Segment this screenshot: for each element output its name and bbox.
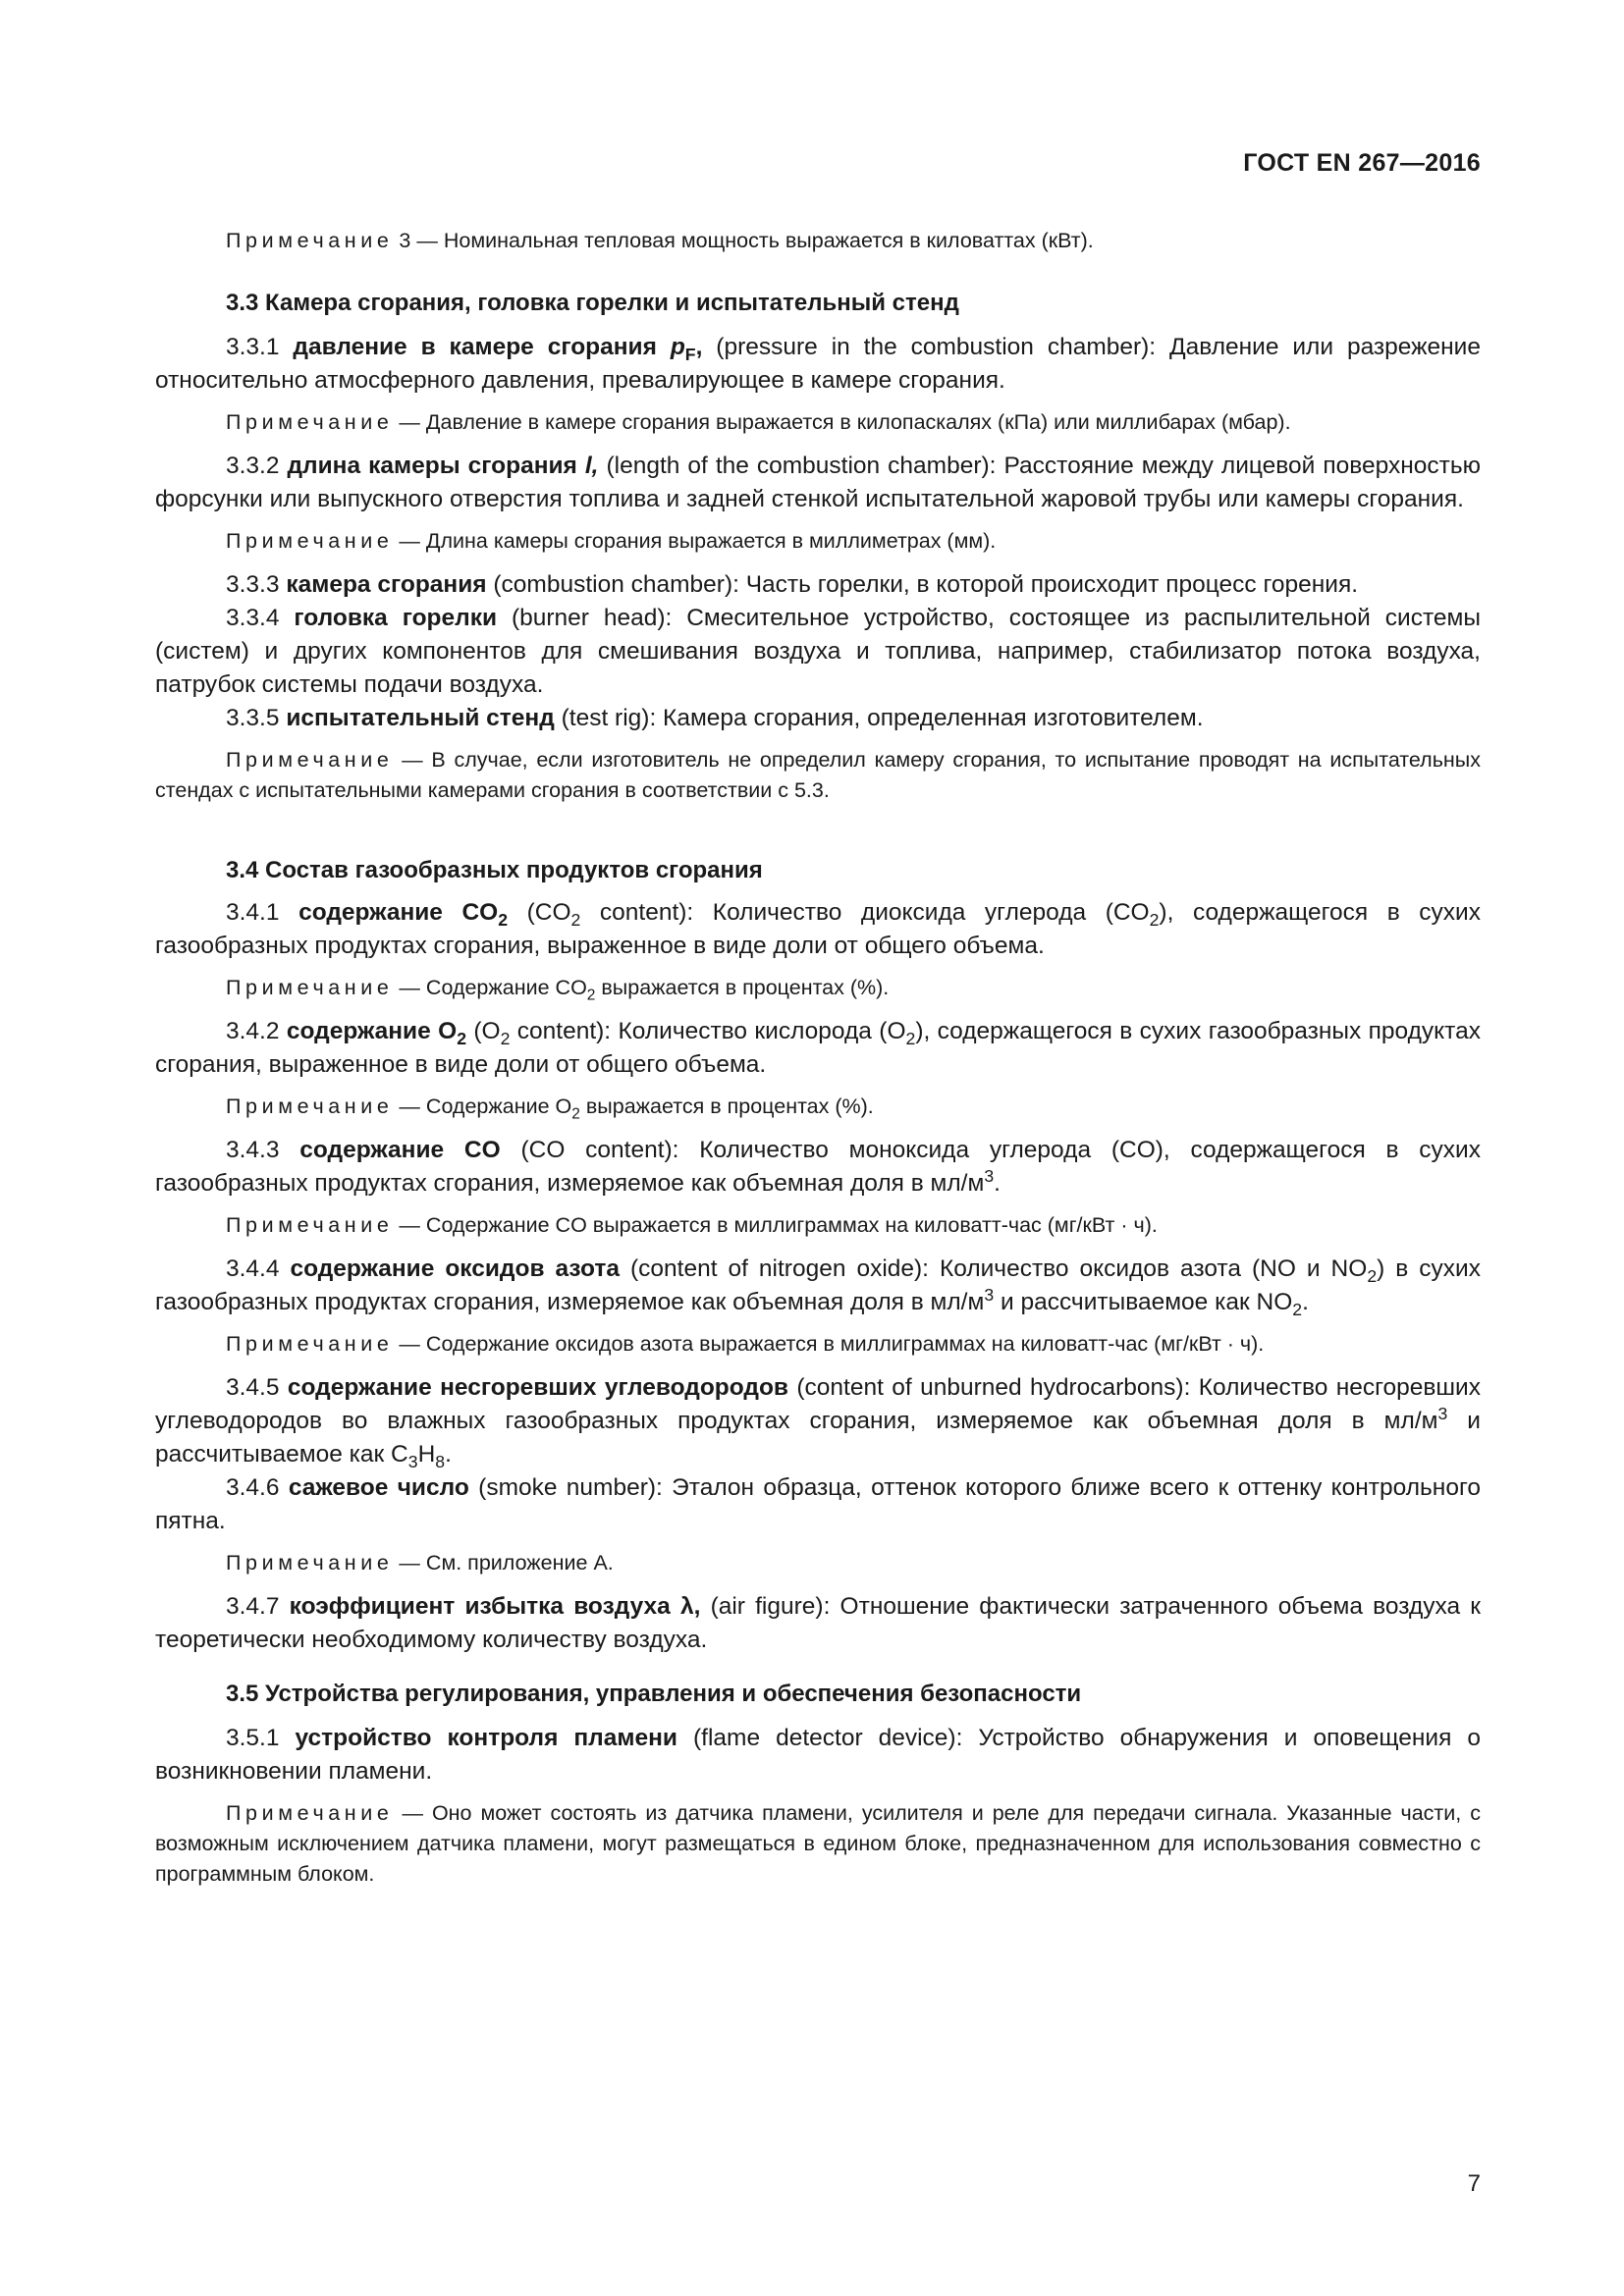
note-3-4-4: Примечание — Содержание оксидов азота выражается в миллиграммах на киловатт-час (мг/кВт · ч). bbox=[226, 1332, 1265, 1356]
note-3-4-6: Примечание — См. приложение А. bbox=[226, 1551, 614, 1575]
page-number: 7 bbox=[1467, 2170, 1481, 2197]
definition-3-3-5: 3.3.5 испытательный стенд (test rig): Камера сгорания, определенная изготовителем. bbox=[226, 705, 1204, 731]
section-heading-3-5: 3.5 Устройства регулирования, управления и обеспечения безопасности bbox=[226, 1681, 1082, 1707]
note-3: Примечание 3 — Номинальная тепловая мощность выражается в киловаттах (кВт). bbox=[226, 229, 1094, 252]
note-3-5-1: Примечание — Оно может состоять из датчика пламени, усилителя и реле для передачи сигнала. Указанные части, с возможным исключением датчика пламени, могут размещаться в едином блоке, предназначенном для использования совместно с программным блоком. bbox=[155, 1801, 1481, 1886]
note-3-4-1: Примечание — Содержание $CO_2$ выражается в процентах (%). bbox=[226, 976, 890, 1004]
definition-3-5-1: 3.5.1 устройство контроля пламени (flame detector device): Устройство обнаружения и оповещения о возникновении пламени. bbox=[155, 1725, 1481, 1785]
definition-3-3-1: 3.3.1 давление в камере сгорания $p_F$, (pressure in the combustion chamber): Давление или разрежение относительно атмосферного давления, превалирующее в камере сгорания. bbox=[155, 334, 1481, 394]
section-heading-3-4: 3.4 Состав газообразных продуктов сгорания bbox=[226, 857, 763, 883]
definition-3-4-5: 3.4.5 содержание несгоревших углеводородов (content of unburned hydrocarbons): Количество несгоревших углеводородов во влажных газообразных продуктах сгорания, измеряемое как объемная доля в $мл/м^3$ и рассчитываемое как $C_3H_8$. bbox=[155, 1374, 1481, 1472]
document-page bbox=[155, 0, 1481, 2296]
definition-3-4-6: 3.4.6 сажевое число (smoke number): Эталон образца, оттенок которого ближе всего к оттенку контрольного пятна. bbox=[155, 1474, 1481, 1534]
section-heading-3-3: 3.3 Камера сгорания, головка горелки и испытательный стенд bbox=[226, 290, 959, 316]
note-3-4-3: Примечание — Содержание CO выражается в миллиграммах на киловатт-час (мг/кВт · ч). bbox=[226, 1213, 1158, 1237]
note-3-3-5: Примечание — В случае, если изготовитель не определил камеру сгорания, то испытание проводят на испытательных стендах с испытательными камерами сгорания в соответствии с 5.3. bbox=[155, 748, 1481, 802]
definition-3-3-3: 3.3.3 камера сгорания (combustion chamber): Часть горелки, в которой происходит процесс горения. bbox=[226, 571, 1359, 598]
definition-3-4-2: 3.4.2 содержание $O_2$ ($O_2$ content): Количество кислорода $(O_2)$, содержащегося в сухих газообразных продуктах сгорания, выраженное в виде доли от общего объема. bbox=[155, 1018, 1481, 1078]
definition-3-4-1: 3.4.1 содержание $CO_2$ ($CO_2$ content): Количество диоксида углерода $(CO_2)$, содержащегося в сухих газообразных продуктах сгорания, выраженное в виде доли от общего объема. bbox=[155, 899, 1481, 959]
definition-3-4-7: 3.4.7 коэффициент избытка воздуха λ, (air figure): Отношение фактически затраченного объема воздуха к теоретически необходимому количеству воздуха. bbox=[155, 1593, 1481, 1653]
note-3-3-2: Примечание — Длина камеры сгорания выражается в миллиметрах (мм). bbox=[226, 529, 997, 553]
definition-3-3-2: 3.3.2 длина камеры сгорания l, (length of the combustion chamber): Расстояние между лицевой поверхностью форсунки или выпускного отверстия топлива и задней стенкой испытательной жаровой трубы или камеры сгорания. bbox=[155, 453, 1481, 512]
document-header: ГОСТ EN 267—2016 bbox=[1243, 149, 1481, 177]
definition-3-4-4: 3.4.4 содержание оксидов азота (content of nitrogen oxide): Количество оксидов азота (NO и $NO_2$) в сухих газообразных продуктах сгорания, измеряемое как объемная доля в $мл/м^3$ и рассчитываемое как $NO_2$. bbox=[155, 1255, 1481, 1320]
definition-3-4-3: 3.4.3 содержание CO (CO content): Количество моноксида углерода (CO), содержащегося в сухих газообразных продуктах сгорания, измеряемое как объемная доля в $мл/м^3$. bbox=[155, 1137, 1481, 1197]
page-content bbox=[155, 226, 1481, 1890]
note-3-4-2: Примечание — Содержание $O_2$ выражается в процентах (%). bbox=[226, 1095, 874, 1123]
note-3-3-1: Примечание — Давление в камере сгорания выражается в килопаскалях (кПа) или миллибарах (мбар). bbox=[226, 410, 1291, 434]
definition-3-3-4: 3.3.4 головка горелки (burner head): Смесительное устройство, состоящее из распылительной системы (систем) и других компонентов для смешивания воздуха и топлива, например, стабилизатор потока воздуха, патрубок системы подачи воздуха. bbox=[155, 605, 1481, 698]
